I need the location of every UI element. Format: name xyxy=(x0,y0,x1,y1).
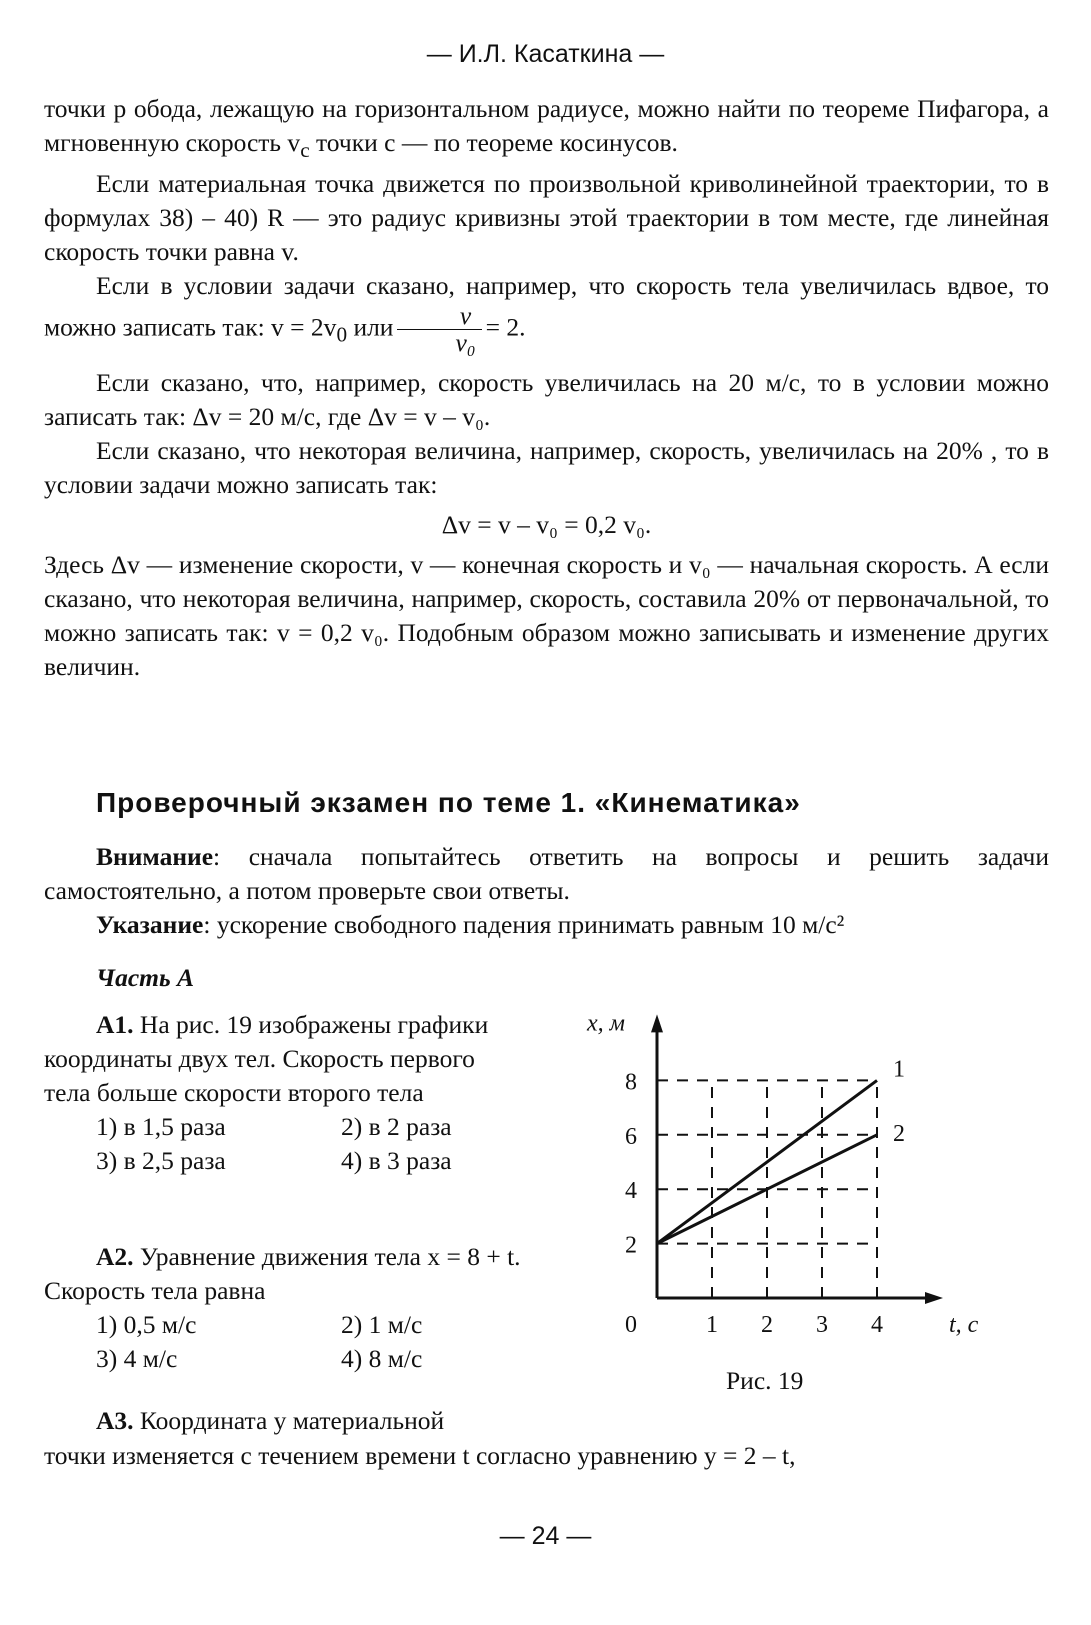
y-tick-label: 2 xyxy=(625,1232,637,1259)
paragraph-1: точки p обода, лежащую на горизонтальном радиусе, можно найти по теореме Пифагора, а мгновенную скорость $v_c$ точки c — по теореме косинусов. xyxy=(44,94,1049,163)
y-axis-arrow xyxy=(651,1014,663,1032)
option: 1) в 1,5 раза xyxy=(96,1112,226,1141)
hint-note: Указание: ускорение свободного падения принимать равным 10 м/с² xyxy=(96,910,845,939)
x-tick-label: 2 xyxy=(761,1312,773,1338)
x-tick-label: 3 xyxy=(816,1312,828,1338)
option: 3) 4 м/с xyxy=(96,1344,178,1373)
y-tick-label: 4 xyxy=(625,1178,637,1205)
fraction: $\frac{v}{\text{v₀}}$ xyxy=(397,303,481,356)
instructions xyxy=(44,840,1049,942)
x-tick-label: 4 xyxy=(871,1312,883,1338)
option: 1) 0,5 м/с xyxy=(96,1310,197,1339)
x-axis-label: t, c xyxy=(949,1312,979,1338)
section-title: Проверочный экзамен по теме 1. «Кинематика» xyxy=(96,787,801,818)
series-line-1 xyxy=(657,1080,877,1243)
y-tick-label: 6 xyxy=(625,1123,637,1150)
a2-options xyxy=(44,1308,524,1376)
a1-options xyxy=(44,1110,524,1178)
running-header: — И.Л. Касаткина — xyxy=(426,40,665,68)
paragraph-3: Если в условии задачи сказано, например, что скорость тела увеличилась вдвое, то можно записать так: $v = 2v_0$ или $\frac{v}{\text{v₀}}$ = 2. xyxy=(44,271,1049,358)
x-axis-arrow xyxy=(925,1292,943,1304)
body-text xyxy=(44,92,1049,684)
option: 2) в 2 раза xyxy=(341,1112,452,1141)
option: 2) 1 м/с xyxy=(341,1310,423,1339)
paragraph-6: Здесь Δv — изменение скорости, v — конечная скорость и v₀ — начальная скорость. А если сказано, что некоторая величина, например, скорость, составила 20% от первоначальной, то можно записать так: v = 0,2 v₀. Подобным образом можно записывать и изменение других величин. xyxy=(44,550,1049,682)
page-number: — 24 — xyxy=(499,1522,592,1550)
series-label-2: 2 xyxy=(893,1120,905,1147)
option: 3) в 2,5 раза xyxy=(96,1146,226,1175)
y-tick-label: 8 xyxy=(625,1069,637,1096)
attention-note: Внимание: сначала попытайтесь ответить на вопросы и решить задачи самостоятельно, а потом проверьте свои ответы. xyxy=(44,842,1049,905)
equation: Δv = v – v₀ = 0,2 v₀. xyxy=(441,510,652,540)
paragraph-2: Если материальная точка движется по произвольной криволинейной траектории, то в формулах 38) – 40) R — это радиус кривизны этой траектории в том месте, где линейная скорость точки равна v. xyxy=(44,169,1049,267)
question-a3-continued: точки изменяется с течением времени t согласно уравнению y = 2 – t, xyxy=(44,1441,796,1470)
origin-label: 0 xyxy=(625,1312,637,1338)
question-a1: А1. На рис. 19 изображены графики координаты двух тел. Скорость первого тела больше скорости второго тела 1) в 1,5 раза 2) в 2 раза 3) в 2,5 раза 4) в 3 раза xyxy=(44,1008,524,1178)
option: 4) в 3 раза xyxy=(341,1146,452,1175)
paragraph-5: Если сказано, что некоторая величина, например, скорость, увеличилась на 20% , то в условии задачи можно записать так: xyxy=(44,436,1049,500)
paragraph-4: Если сказано, что, например, скорость увеличилась на 20 м/с, то в условии можно записать так: Δv = 20 м/с, где Δv = v – v₀. xyxy=(44,368,1049,432)
series-label-1: 1 xyxy=(893,1056,905,1083)
x-tick-label: 1 xyxy=(706,1312,718,1338)
option: 4) 8 м/с xyxy=(341,1344,423,1373)
y-axis-label: x, м xyxy=(587,1010,625,1037)
figure-19-chart xyxy=(565,1000,995,1400)
question-a3-start: А3. Координата y материальной xyxy=(96,1406,445,1435)
question-a2: А2. Уравнение движения тела x = 8 + t. Скорость тела равна 1) 0,5 м/с 2) 1 м/с 3) 4 м/с 4) 8 м/с xyxy=(44,1240,524,1376)
figure-caption: Рис. 19 xyxy=(726,1366,804,1395)
part-title: Часть А xyxy=(96,963,195,992)
